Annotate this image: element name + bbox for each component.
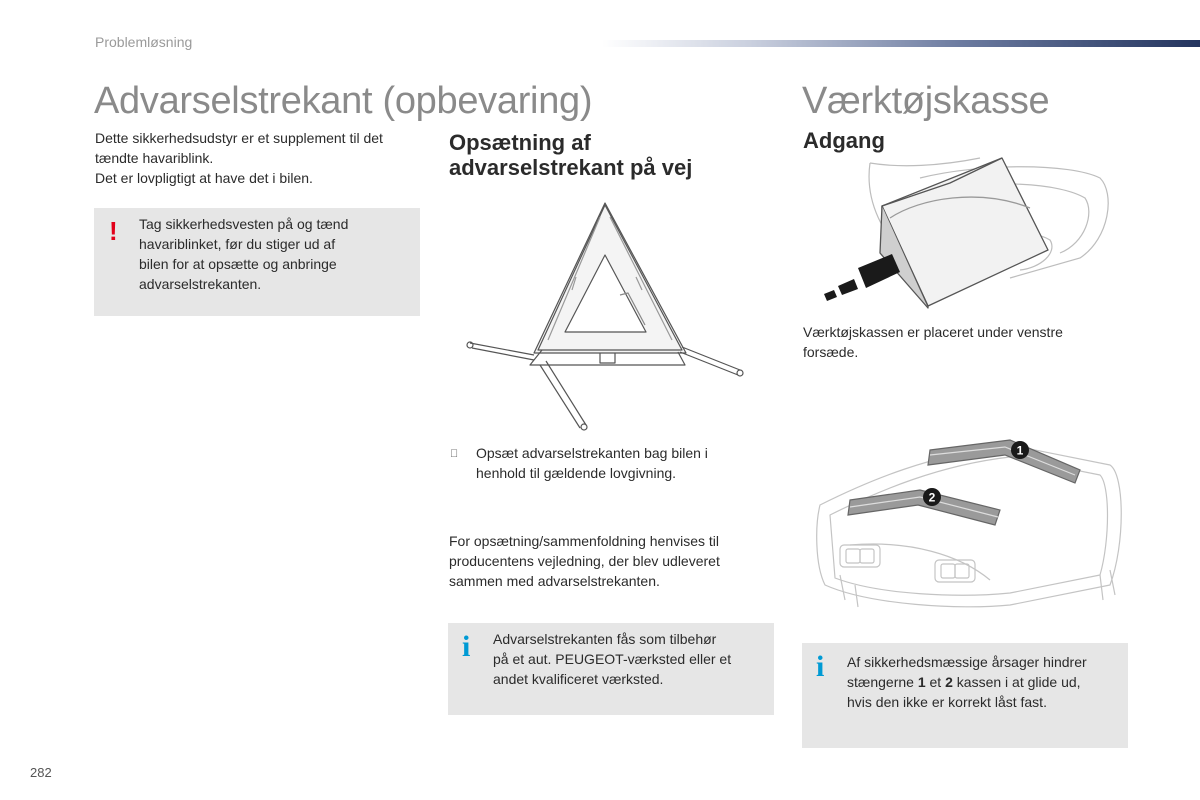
warning-icon: !	[109, 216, 118, 246]
info-box-accessory	[448, 623, 774, 715]
warning-line: advarselstrekanten.	[139, 276, 262, 292]
access-heading: Adgang	[803, 128, 885, 153]
info-line: på et aut. PEUGEOT-værksted eller et	[493, 651, 732, 667]
info-box-straps	[802, 643, 1128, 748]
info-line: Af sikkerhedsmæssige årsager hindrer	[847, 654, 1087, 670]
setup-instruction-line: Opsæt advarselstrekanten bag bilen i	[476, 445, 708, 461]
bar-reference: 1	[917, 674, 926, 690]
section-label: Problemløsning	[95, 34, 193, 50]
toolbox-location-line: forsæde.	[803, 344, 859, 360]
intro-text	[95, 128, 425, 188]
toolbox-straps-illustration	[810, 435, 1130, 620]
toolbox-location-text	[803, 322, 1123, 362]
setup-heading-line: Opsætning af	[449, 130, 591, 155]
manufacturer-note-line: producentens vejledning, der blev udleveret	[449, 553, 720, 569]
intro-line: Dette sikkerhedsudstyr er et supplement til det	[95, 130, 383, 146]
warning-triangle-illustration	[460, 195, 760, 435]
manufacturer-note-line: For opsætning/sammenfoldning henvises til	[449, 533, 720, 549]
toolbox-location-line: Værktøjskassen er placeret under venstre	[803, 324, 1063, 340]
info-icon: i	[462, 630, 471, 663]
info-line: andet kvalificeret værksted.	[493, 671, 664, 687]
info-text-straps	[847, 652, 1122, 712]
intro-line: tændte havariblink.	[95, 150, 214, 166]
callout-2-label: 2	[928, 490, 936, 505]
warning-line: havariblinket, før du stiger ud af	[139, 236, 336, 252]
info-text-accessory	[493, 629, 768, 689]
page-title-toolbox: Værktøjskasse	[802, 80, 1050, 122]
warning-line: bilen for at opsætte og anbringe	[139, 256, 337, 272]
page-number: 282	[30, 765, 52, 780]
setup-instruction-line: henhold til gældende lovgivning.	[476, 465, 677, 481]
info-line: stængerne 1 et 2 kassen i at glide ud,	[847, 674, 1081, 690]
warning-text	[139, 214, 409, 294]
warning-box	[94, 208, 420, 316]
info-icon: i	[816, 650, 825, 683]
page-title-warning-triangle: Advarselstrekant (opbevaring)	[94, 80, 593, 122]
callout-1-label: 1	[1016, 443, 1024, 458]
setup-instruction	[476, 443, 776, 483]
bullet-icon	[450, 448, 458, 460]
setup-heading	[449, 130, 779, 180]
seat-toolbox-illustration	[830, 158, 1130, 318]
info-line: Advarselstrekanten fås som tilbehør	[493, 631, 717, 647]
manufacturer-note	[449, 531, 779, 591]
warning-line: Tag sikkerhedsvesten på og tænd	[139, 216, 349, 232]
manufacturer-note-line: sammen med advarselstrekanten.	[449, 573, 660, 589]
info-line: hvis den ikke er korrekt låst fast.	[847, 694, 1047, 710]
setup-heading-line: advarselstrekant på vej	[449, 155, 693, 180]
header-gradient-bar	[602, 40, 1200, 47]
intro-line: Det er lovpligtigt at have det i bilen.	[95, 170, 313, 186]
bar-reference: 2	[945, 674, 953, 690]
